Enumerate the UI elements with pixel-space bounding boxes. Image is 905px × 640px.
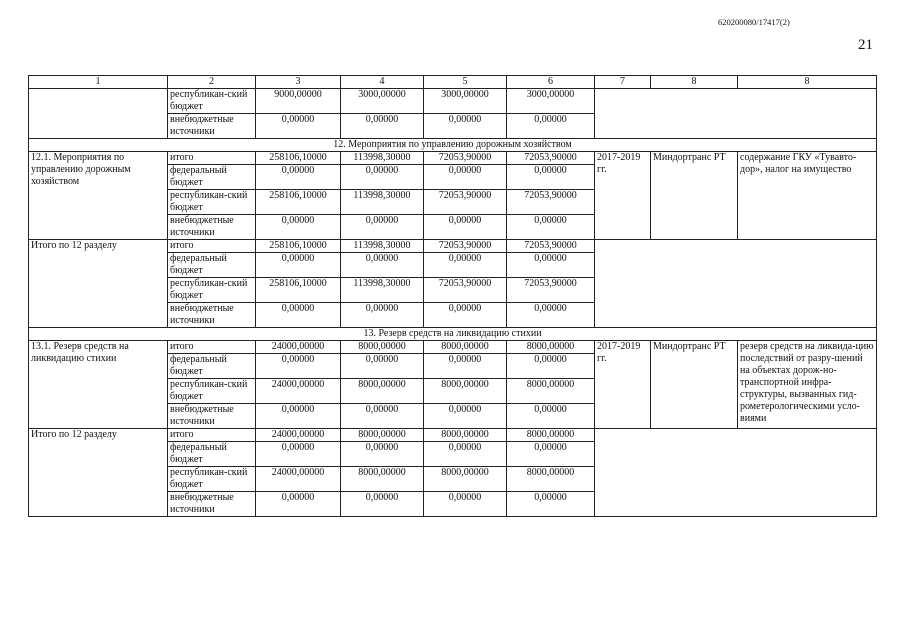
amount-2019: 0,00000 [507, 442, 595, 467]
item-name: 13.1. Резерв средств на ликвидацию стихии [29, 341, 168, 429]
amount-total: 0,00000 [256, 253, 341, 278]
column-number: 8 [651, 76, 738, 89]
table-row [29, 341, 877, 354]
empty-cell [595, 89, 877, 139]
budget-table [28, 75, 877, 517]
amount-2017: 113998,30000 [341, 240, 424, 253]
amount-2018: 0,00000 [424, 404, 507, 429]
column-number: 4 [341, 76, 424, 89]
funding-source: федеральный бюджет [168, 442, 256, 467]
column-number: 1 [29, 76, 168, 89]
amount-2018: 0,00000 [424, 492, 507, 517]
amount-2017: 8000,00000 [341, 379, 424, 404]
amount-2019: 0,00000 [507, 114, 595, 139]
table-row [29, 429, 877, 442]
amount-2018: 72053,90000 [424, 278, 507, 303]
document-id: 620200080/17417(2) [718, 17, 790, 27]
funding-source: итого [168, 240, 256, 253]
amount-2017: 0,00000 [341, 114, 424, 139]
amount-2018: 72053,90000 [424, 190, 507, 215]
total-name: Итого по 12 разделу [29, 429, 168, 517]
result-cell: резерв средств на ликвида-цию последствий от разру-шений на объектах дорож-но-транспортной инфра-структуры, вызванных гид-рометерологическими усло-виями [738, 341, 877, 429]
amount-2017: 8000,00000 [341, 429, 424, 442]
funding-source: итого [168, 152, 256, 165]
period-cell: 2017-2019 гг. [595, 152, 651, 240]
funding-source: федеральный бюджет [168, 354, 256, 379]
column-number: 5 [424, 76, 507, 89]
amount-2018: 8000,00000 [424, 429, 507, 442]
amount-2019: 0,00000 [507, 165, 595, 190]
amount-total: 258106,10000 [256, 240, 341, 253]
funding-source: республикан-ский бюджет [168, 379, 256, 404]
amount-2018: 72053,90000 [424, 152, 507, 165]
section-title: 12. Мероприятия по управлению дорожным хозяйством [29, 139, 877, 152]
section-header-row [29, 328, 877, 341]
empty-cell [595, 429, 877, 517]
amount-2019: 8000,00000 [507, 341, 595, 354]
section-title: 13. Резерв средств на ликвидацию стихии [29, 328, 877, 341]
amount-2018: 0,00000 [424, 253, 507, 278]
amount-total: 24000,00000 [256, 467, 341, 492]
amount-total: 0,00000 [256, 442, 341, 467]
amount-total: 24000,00000 [256, 429, 341, 442]
amount-2019: 0,00000 [507, 253, 595, 278]
amount-2018: 3000,00000 [424, 89, 507, 114]
empty-cell [29, 89, 168, 139]
amount-2019: 0,00000 [507, 354, 595, 379]
funding-source: внебюджетные источники [168, 404, 256, 429]
amount-2019: 0,00000 [507, 492, 595, 517]
funding-source: республикан-ский бюджет [168, 278, 256, 303]
amount-2017: 0,00000 [341, 404, 424, 429]
amount-total: 9000,00000 [256, 89, 341, 114]
funding-source: федеральный бюджет [168, 165, 256, 190]
column-number: 7 [595, 76, 651, 89]
amount-2017: 0,00000 [341, 253, 424, 278]
amount-2018: 0,00000 [424, 303, 507, 328]
amount-total: 0,00000 [256, 215, 341, 240]
amount-2018: 0,00000 [424, 165, 507, 190]
amount-total: 258106,10000 [256, 278, 341, 303]
result-cell: содержание ГКУ «Тувавто-дор», налог на имущество [738, 152, 877, 240]
amount-2019: 8000,00000 [507, 379, 595, 404]
column-number: 3 [256, 76, 341, 89]
column-number: 2 [168, 76, 256, 89]
amount-2017: 8000,00000 [341, 341, 424, 354]
funding-source: итого [168, 429, 256, 442]
amount-2017: 113998,30000 [341, 152, 424, 165]
amount-2019: 8000,00000 [507, 429, 595, 442]
amount-2019: 72053,90000 [507, 278, 595, 303]
section-header-row [29, 139, 877, 152]
amount-total: 0,00000 [256, 114, 341, 139]
amount-2018: 0,00000 [424, 215, 507, 240]
page-number: 21 [858, 37, 873, 53]
amount-total: 24000,00000 [256, 379, 341, 404]
amount-2019: 72053,90000 [507, 190, 595, 215]
amount-2017: 0,00000 [341, 442, 424, 467]
amount-total: 258106,10000 [256, 190, 341, 215]
funding-source: внебюджетные источники [168, 492, 256, 517]
amount-2018: 8000,00000 [424, 467, 507, 492]
funding-source: республикан-ский бюджет [168, 89, 256, 114]
column-number-row [29, 76, 877, 89]
amount-2019: 8000,00000 [507, 467, 595, 492]
amount-total: 0,00000 [256, 354, 341, 379]
funding-source: итого [168, 341, 256, 354]
table-row [29, 89, 877, 114]
amount-2019: 0,00000 [507, 303, 595, 328]
funding-source: внебюджетные источники [168, 303, 256, 328]
funding-source: республикан-ский бюджет [168, 467, 256, 492]
amount-total: 258106,10000 [256, 152, 341, 165]
amount-total: 0,00000 [256, 404, 341, 429]
amount-2019: 72053,90000 [507, 240, 595, 253]
amount-2018: 0,00000 [424, 354, 507, 379]
executor-cell: Миндортранс РТ [651, 341, 738, 429]
amount-2017: 0,00000 [341, 492, 424, 517]
amount-2017: 113998,30000 [341, 278, 424, 303]
executor-cell: Миндортранс РТ [651, 152, 738, 240]
amount-2017: 0,00000 [341, 354, 424, 379]
period-cell: 2017-2019 гг. [595, 341, 651, 429]
item-name: 12.1. Мероприятия по управлению дорожным хозяйством [29, 152, 168, 240]
amount-2017: 3000,00000 [341, 89, 424, 114]
funding-source: республикан-ский бюджет [168, 190, 256, 215]
empty-cell [595, 240, 877, 328]
funding-source: федеральный бюджет [168, 253, 256, 278]
column-number: 6 [507, 76, 595, 89]
amount-2018: 72053,90000 [424, 240, 507, 253]
amount-2017: 0,00000 [341, 215, 424, 240]
amount-2018: 8000,00000 [424, 341, 507, 354]
funding-source: внебюджетные источники [168, 114, 256, 139]
amount-total: 0,00000 [256, 303, 341, 328]
amount-total: 0,00000 [256, 492, 341, 517]
amount-total: 0,00000 [256, 165, 341, 190]
amount-2018: 0,00000 [424, 442, 507, 467]
amount-2019: 0,00000 [507, 215, 595, 240]
amount-2017: 0,00000 [341, 303, 424, 328]
amount-2017: 113998,30000 [341, 190, 424, 215]
funding-source: внебюджетные источники [168, 215, 256, 240]
table-row [29, 152, 877, 165]
amount-total: 24000,00000 [256, 341, 341, 354]
amount-2019: 3000,00000 [507, 89, 595, 114]
total-name: Итого по 12 разделу [29, 240, 168, 328]
amount-2018: 0,00000 [424, 114, 507, 139]
amount-2018: 8000,00000 [424, 379, 507, 404]
amount-2019: 0,00000 [507, 404, 595, 429]
column-number: 8 [738, 76, 877, 89]
amount-2017: 0,00000 [341, 165, 424, 190]
amount-2017: 8000,00000 [341, 467, 424, 492]
table-row [29, 240, 877, 253]
amount-2019: 72053,90000 [507, 152, 595, 165]
